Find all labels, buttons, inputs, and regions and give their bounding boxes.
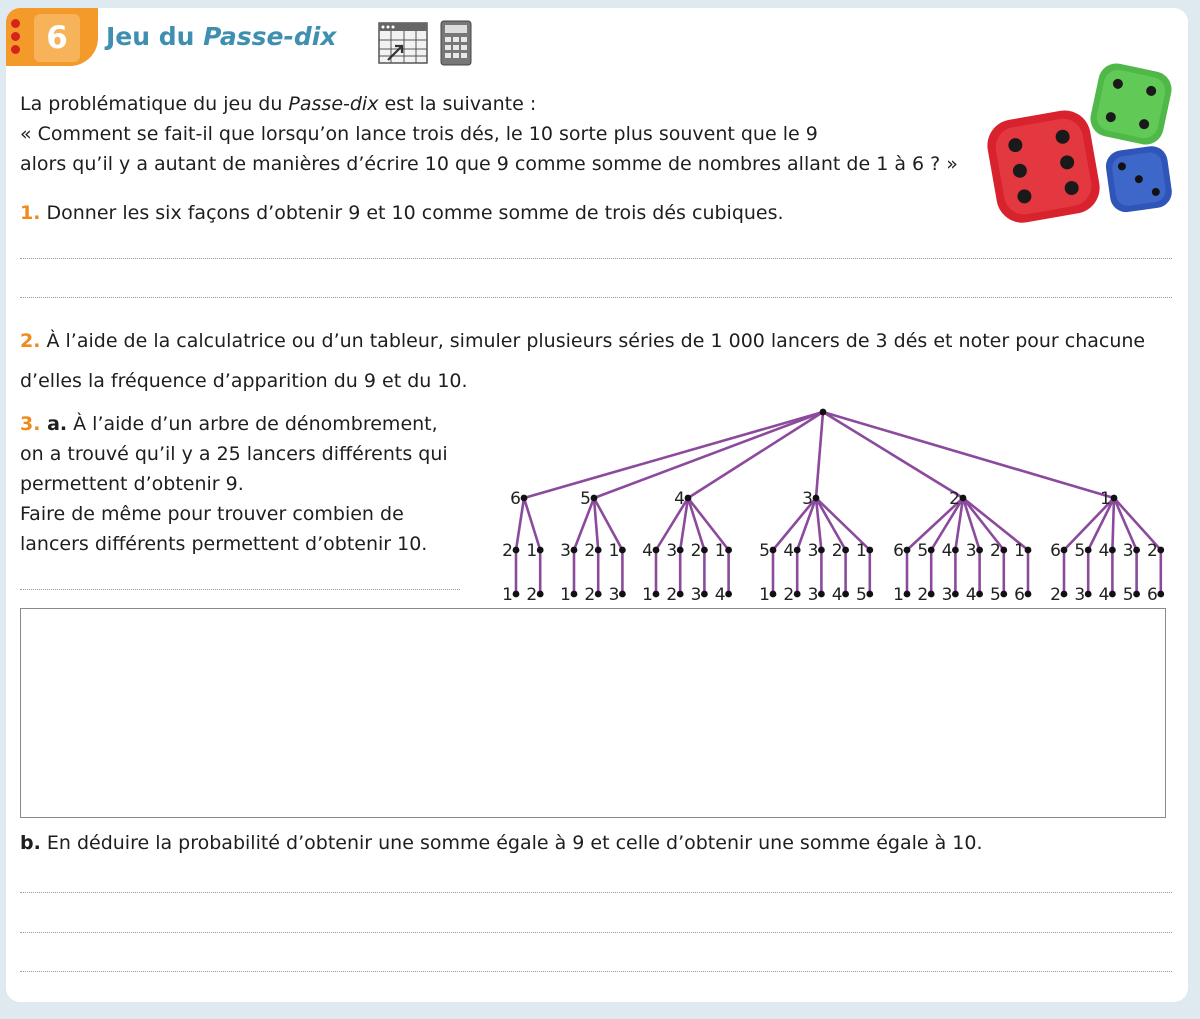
tree-node: [866, 591, 873, 598]
tree-level3-label: 5: [1122, 585, 1134, 605]
tree-node: [591, 495, 598, 502]
tree-level2-label: 3: [1122, 541, 1134, 561]
tree-level2-label: 1: [855, 541, 867, 561]
question-1: [20, 198, 784, 228]
tree-node: [1111, 495, 1118, 502]
intro-line-1-after: est la suivante :: [378, 93, 537, 115]
question-3b-text: En déduire la probabilité d’obtenir une somme égale à 9 et celle d’obtenir une somme égale à 10.: [40, 832, 983, 854]
calculator-icon: [440, 20, 472, 66]
tree-level1-label: 1: [1100, 489, 1111, 509]
tree-node: [1085, 591, 1092, 598]
tree-node: [571, 547, 578, 554]
tree-level2-label: 3: [666, 541, 678, 561]
title-italic: Passe-dix: [203, 22, 337, 51]
tree-level3-label: 4: [831, 585, 843, 605]
tree-level2-label: 5: [759, 541, 770, 561]
tree-level1-label: 3: [802, 489, 813, 509]
tree-node: [1025, 547, 1032, 554]
tree-level3-label: 4: [965, 585, 977, 605]
counting-tree: [486, 400, 1186, 610]
spreadsheet-icon: [378, 22, 428, 64]
tree-level3-label: 6: [1146, 585, 1158, 605]
tree-level3-label: 3: [807, 585, 819, 605]
tree-node: [928, 591, 935, 598]
tree-node: [1061, 591, 1068, 598]
question-2-number: 2.: [20, 330, 41, 352]
green-die: [1087, 62, 1175, 148]
question-3a-line-5: lancers différents permettent d’obtenir 10.: [20, 533, 428, 555]
tree-node: [685, 495, 692, 502]
dice-illustration: [982, 62, 1182, 232]
tree-level3-label: 1: [502, 585, 513, 605]
tree-node: [1025, 591, 1032, 598]
tree-level2-label: 3: [965, 541, 977, 561]
tree-level3-label: 3: [941, 585, 953, 605]
tree-level2-label: 1: [608, 541, 620, 561]
tree-node: [1133, 547, 1140, 554]
question-2: [20, 326, 1145, 356]
intro-line-1-italic: Passe-dix: [288, 93, 379, 115]
question-2-line-2: d’elles la fréquence d’apparition du 9 et du 10.: [20, 370, 468, 392]
exercise-title: [106, 22, 336, 51]
tree-node: [619, 591, 626, 598]
question-3b-letter: b.: [20, 832, 41, 854]
tree-level2-label: 5: [917, 541, 929, 561]
tree-level2-label: 4: [783, 541, 795, 561]
title-prefix: Jeu du: [106, 22, 204, 51]
tree-level2-label: 5: [1074, 541, 1086, 561]
answer-line[interactable]: [20, 258, 1172, 259]
tree-branch: [816, 412, 823, 498]
tree-node: [818, 547, 825, 554]
tree-node: [904, 591, 911, 598]
tree-node: [1085, 547, 1092, 554]
tree-level1-label: 5: [580, 489, 591, 509]
tree-level3-label: 1: [642, 585, 653, 605]
tree-node: [653, 547, 660, 554]
tree-node: [1157, 547, 1164, 554]
difficulty-dot: [11, 45, 20, 54]
tree-level2-label: 2: [690, 541, 702, 561]
question-1-number: 1.: [20, 202, 41, 224]
question-3a-line-1: [20, 409, 438, 439]
tree-node: [952, 591, 959, 598]
tree-node: [866, 547, 873, 554]
tree-node: [976, 591, 983, 598]
tree-node: [842, 547, 849, 554]
tree-level2-label: 2: [1146, 541, 1158, 561]
tree-node: [619, 547, 626, 554]
exercise-card: [6, 8, 1188, 1002]
tree-node: [537, 547, 544, 554]
tree-level3-label: 2: [666, 585, 678, 605]
tree-node: [976, 547, 983, 554]
tree-node: [677, 547, 684, 554]
tree-node: [513, 591, 520, 598]
tree-node: [818, 591, 825, 598]
tree-node: [960, 495, 967, 502]
tree-level3-label: 2: [1050, 585, 1061, 605]
tree-node: [1157, 591, 1164, 598]
intro-line-2: « Comment se fait-il que lorsqu’on lance trois dés, le 10 sorte plus souvent que le 9: [20, 123, 818, 145]
blue-die: [1104, 144, 1174, 214]
intro-line-3: alors qu’il y a autant de manières d’écrire 10 que 9 comme somme de nombres allant de 1 à 6 ? »: [20, 153, 958, 175]
tree-branch: [1112, 498, 1114, 550]
tree-node: [842, 591, 849, 598]
tree-node: [701, 547, 708, 554]
tree-node: [794, 547, 801, 554]
intro-line-1: [20, 89, 536, 119]
tree-level3-label: 4: [1098, 585, 1110, 605]
tree-node: [1133, 591, 1140, 598]
tree-level3-label: 2: [917, 585, 929, 605]
tree-level2-label: 2: [831, 541, 843, 561]
tree-node: [513, 547, 520, 554]
answer-line[interactable]: [20, 589, 460, 590]
tree-level2-label: 1: [714, 541, 726, 561]
question-3b: [20, 828, 983, 858]
tree-node: [653, 591, 660, 598]
exercise-number: 6: [34, 14, 80, 62]
question-3-number: 3.: [20, 413, 41, 435]
tree-level2-label: 4: [642, 541, 653, 561]
tree-level2-label: 4: [1098, 541, 1110, 561]
tree-node: [1000, 547, 1007, 554]
tree-node: [1109, 591, 1116, 598]
tree-level3-label: 4: [714, 585, 726, 605]
tree-node: [1109, 547, 1116, 554]
answer-line[interactable]: [20, 932, 1172, 933]
tree-node: [820, 409, 827, 416]
tree-level3-label: 3: [608, 585, 620, 605]
question-2-text: À l’aide de la calculatrice ou d’un tableur, simuler plusieurs séries de 1 000 lancers de 3 dés et noter pour chacune: [40, 330, 1146, 352]
tree-node: [571, 591, 578, 598]
tree-level3-label: 2: [584, 585, 596, 605]
tree-level3-label: 1: [560, 585, 571, 605]
question-1-text: Donner les six façons d’obtenir 9 et 10 comme somme de trois dés cubiques.: [40, 202, 784, 224]
tree-level2-label: 4: [941, 541, 953, 561]
answer-line[interactable]: [20, 297, 1172, 298]
tree-level1-label: 6: [510, 489, 521, 509]
tree-level3-label: 1: [893, 585, 904, 605]
answer-line[interactable]: [20, 892, 1172, 893]
tree-level2-label: 1: [1014, 541, 1025, 561]
tree-node: [701, 591, 708, 598]
tree-node: [1061, 547, 1068, 554]
tree-level3-label: 5: [989, 585, 1001, 605]
tree-level1-label: 4: [674, 489, 685, 509]
tree-node: [794, 591, 801, 598]
tree-node: [521, 495, 528, 502]
tree-node: [595, 591, 602, 598]
tree-node: [928, 547, 935, 554]
tree-level2-label: 6: [1050, 541, 1061, 561]
question-3a-text: À l’aide d’un arbre de dénombrement,: [67, 413, 438, 435]
tree-branch: [823, 412, 1114, 498]
tree-node: [952, 547, 959, 554]
tree-level2-label: 2: [989, 541, 1001, 561]
tree-node: [595, 547, 602, 554]
tree-node: [770, 547, 777, 554]
tree-level2-label: 2: [502, 541, 513, 561]
tree-level3-label: 1: [759, 585, 770, 605]
question-3a-line-2: on a trouvé qu’il y a 25 lancers différents qui: [20, 443, 448, 465]
tree-level3-label: 3: [1074, 585, 1086, 605]
question-3a-line-3: permettent d’obtenir 9.: [20, 473, 244, 495]
tree-level2-label: 3: [560, 541, 571, 561]
difficulty-dot: [11, 32, 20, 41]
tree-node: [725, 547, 732, 554]
tree-node: [677, 591, 684, 598]
tree-node: [770, 591, 777, 598]
question-3a-letter: a.: [40, 413, 68, 435]
red-die: [983, 106, 1103, 226]
tree-level3-label: 2: [783, 585, 795, 605]
answer-box[interactable]: [20, 608, 1166, 818]
tree-node: [725, 591, 732, 598]
question-3a-line-4: Faire de même pour trouver combien de: [20, 503, 404, 525]
tree-level3-label: 5: [855, 585, 867, 605]
intro-line-1-before: La problématique du jeu du: [20, 93, 289, 115]
tree-branch: [524, 412, 823, 498]
tree-level2-label: 6: [893, 541, 904, 561]
tree-level2-label: 1: [526, 541, 538, 561]
tree-level1-label: 2: [949, 489, 960, 509]
tree-level2-label: 3: [807, 541, 819, 561]
tree-level3-label: 2: [526, 585, 538, 605]
tree-node: [537, 591, 544, 598]
tree-node: [1000, 591, 1007, 598]
tree-branch: [823, 412, 963, 498]
difficulty-dot: [11, 19, 20, 28]
answer-line[interactable]: [20, 971, 1172, 972]
tree-level2-label: 2: [584, 541, 596, 561]
tree-level3-label: 6: [1014, 585, 1025, 605]
tree-node: [904, 547, 911, 554]
exercise-badge: [6, 8, 98, 66]
tree-level3-label: 3: [690, 585, 702, 605]
difficulty-dots: [11, 19, 21, 58]
tree-node: [813, 495, 820, 502]
